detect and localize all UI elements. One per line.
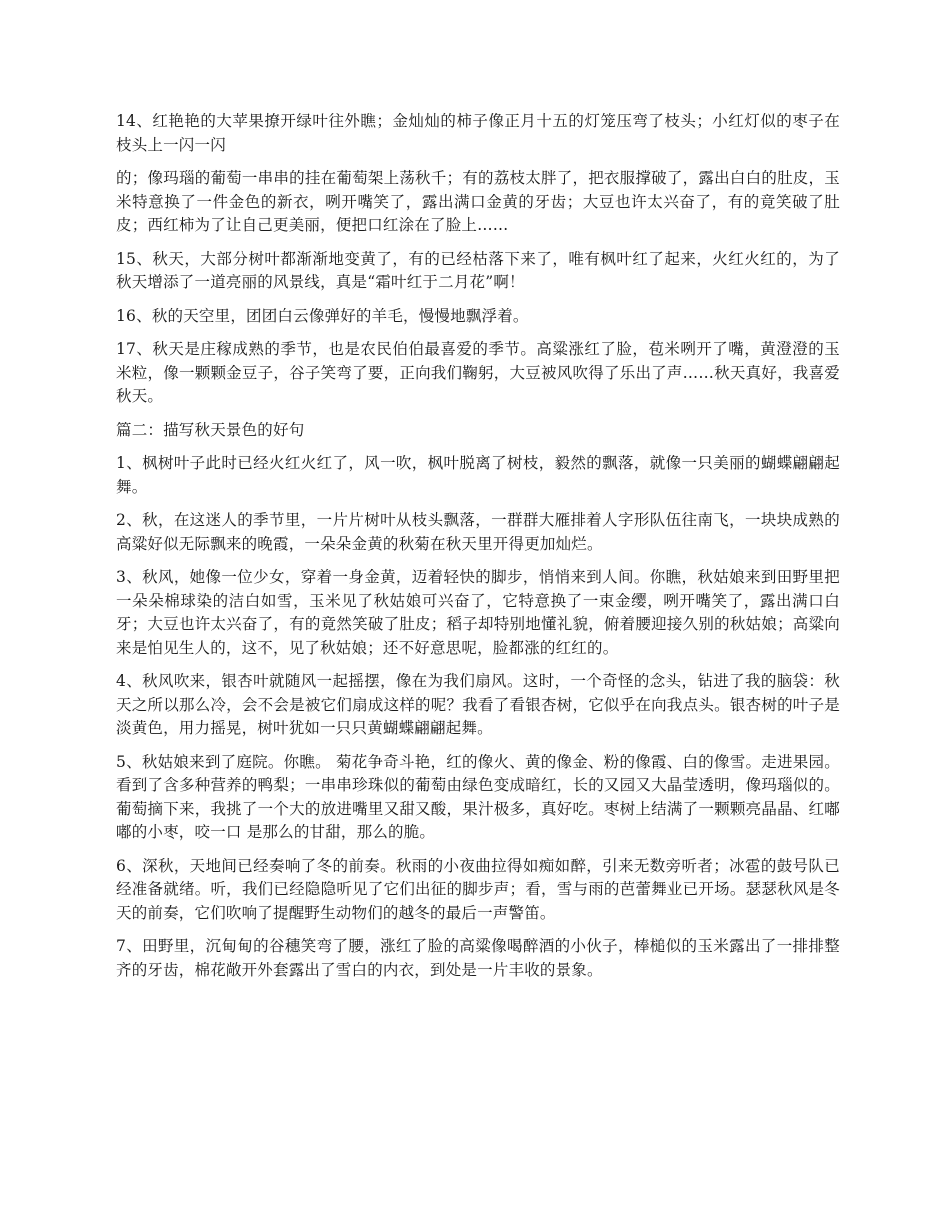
document-body [116, 110, 840, 992]
paragraph-6: 6、深秋，天地间已经奏响了冬的前奏。秋雨的小夜曲拉得如痴如醉，引来无数旁听者；冰雹的鼓号队已经准备就绪。听，我们已经隐隐听见了它们出征的脚步声；看，雪与雨的芭蕾舞业已开场。瑟瑟秋风是冬天的前奏，它们吹响了提醒野生动物们的越冬的最后一声警笛。 [116, 856, 840, 922]
paragraph-7: 7、田野里，沉甸甸的谷穗笑弯了腰，涨红了脸的高粱像喝醉酒的小伙子，棒槌似的玉米露出了一排排整齐的牙齿，棉花敞开外套露出了雪白的内衣，到处是一片丰收的景象。 [116, 937, 840, 979]
section-heading: 篇二：描写秋天景色的好句 [116, 420, 305, 439]
paragraph-5: 5、秋姑娘来到了庭院。你瞧。 菊花争奇斗艳，红的像火、黄的像金、粉的像霞、白的像雪。走进果园。看到了含多种营养的鸭梨；一串串珍珠似的葡萄由绿色变成暗红，长的又园又大晶莹透明，像玛瑙似的。葡萄摘下来，我挑了一个大的放进嘴里又甜又酸，果汁极多，真好吃。枣树上结满了一颗颗亮晶晶、红嘟嘟的小枣，咬一口 是那么的甘甜，那么的脆。 [116, 752, 840, 841]
paragraph-14: 14、红艳艳的大苹果撩开绿叶往外瞧；金灿灿的柿子像正月十五的灯笼压弯了枝头；小红灯似的枣子在枝头上一闪一闪 [116, 112, 840, 154]
paragraph-3: 3、秋风，她像一位少女，穿着一身金黄，迈着轻快的脚步，悄悄来到人间。你瞧，秋姑娘来到田野里把一朵朵棉球染的洁白如雪，玉米见了秋姑娘可兴奋了，它特意换了一束金缨，咧开嘴笑了，露出满口白牙；大豆也许太兴奋了，有的竟然笑破了肚皮；稻子却特别地懂礼貌，俯着腰迎接久别的秋姑娘；高粱向来是怕见生人的，这不，见了秋姑娘；还不好意思呢，脸都涨的红红的。 [116, 568, 840, 657]
paragraph-16: 16、秋的天空里，团团白云像弹好的羊毛，慢慢地飘浮着。 [116, 306, 529, 325]
paragraph-1: 1、枫树叶子此时已经火红火红了，风一吹，枫叶脱离了树枝，毅然的飘落，就像一只美丽的蝴蝶翩翩起舞。 [116, 454, 840, 496]
paragraph-2: 2、秋，在这迷人的季节里，一片片树叶从枝头飘落，一群群大雁排着人字形队伍往南飞，一块块成熟的高粱好似无际飘来的晚霞，一朵朵金黄的秋菊在秋天里开得更加灿烂。 [116, 511, 840, 553]
paragraph-17: 17、秋天是庄稼成熟的季节，也是农民伯伯最喜爱的季节。高粱涨红了脸，苞米咧开了嘴，黄澄澄的玉米粒，像一颗颗金豆子，谷子笑弯了要，正向我们鞠躬，大豆被风吹得了乐出了声……秋天真好，我喜爱秋天。 [116, 340, 840, 405]
paragraph-14-continued: 的；像玛瑙的葡萄一串串的挂在葡萄架上荡秋千；有的荔枝太胖了，把衣服撑破了，露出白白的肚皮，玉米特意换了一件金色的新衣，咧开嘴笑了，露出满口金黄的牙齿；大豆也许太兴奋了，有的竟笑破了肚皮；西红柿为了让自己更美丽，便把口红涂在了脸上…… [116, 169, 840, 234]
paragraph-4: 4、秋风吹来，银杏叶就随风一起摇摆，像在为我们扇风。这时，一个奇怪的念头，钻进了我的脑袋：秋天之所以那么冷，会不会是被它们扇成这样的呢？我看了看银杏树，它似乎在向我点头。银杏树的叶子是淡黄色，用力摇晃，树叶犹如一只只黄蝴蝶翩翩起舞。 [116, 672, 840, 737]
paragraph-15: 15、秋天，大部分树叶都渐渐地变黄了，有的已经枯落下来了，唯有枫叶红了起来，火红火红的，为了秋天增添了一道亮丽的风景线，真是“霜叶红于二月花”啊！ [116, 249, 840, 291]
